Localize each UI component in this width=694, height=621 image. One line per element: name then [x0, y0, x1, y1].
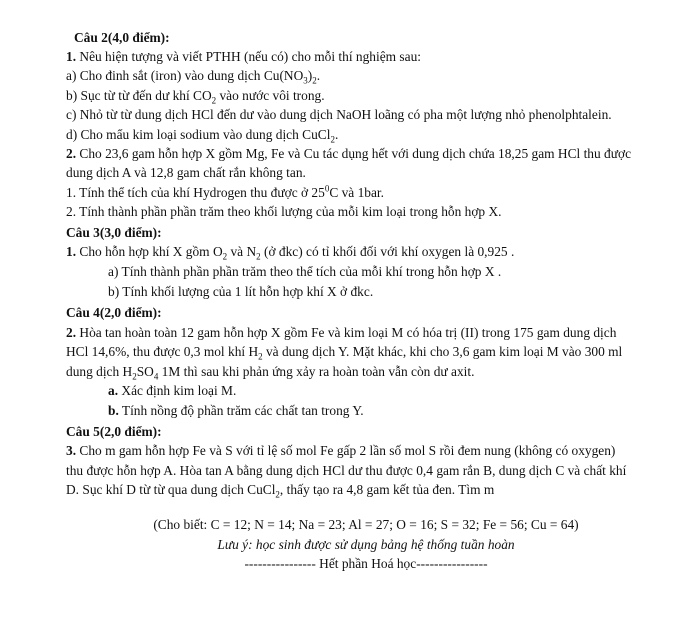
q2-part1-text: Nêu hiện tượng và viết PTHH (nếu có) cho mỗi thí nghiệm sau: [76, 49, 421, 64]
q4-line2-post: và dung dịch Y. Mặt khác, khi cho 3,6 gam kim loại M vào 300 ml [262, 344, 623, 359]
q3-item-b: b) Tính khối lượng của 1 lít hỗn hợp khí X ở đkc. [108, 284, 374, 299]
q2-b-post: vào nước vôi trong. [216, 88, 325, 103]
q2-part2-text: Cho 23,6 gam hỗn hợp X gồm Mg, Fe và Cu tác dụng hết với dung dịch chứa 18,25 gam HCl thu được [76, 146, 632, 161]
end-of-section: ---------------- Hết phần Hoá học---------------- [244, 556, 488, 571]
q3-post: (ở đkc) có tỉ khối đối với khí oxygen là 0,925 . [260, 244, 515, 259]
q3-part1-label: 1. [66, 244, 77, 259]
q2-part2-sub1-post: C và 1bar. [329, 185, 384, 200]
q2-part2-label: 2. [66, 146, 77, 161]
q4-line1 [66, 324, 616, 342]
q5-heading: Câu 5(2,0 điểm): [66, 424, 162, 439]
q5-line3-text: D. Sục khí D từ từ qua dung dịch CuCl [66, 482, 276, 497]
q4-item-a [108, 382, 236, 400]
q4-line3-mid: SO [136, 364, 154, 379]
q2-part2-sup: 0 [324, 183, 330, 194]
q4-a-text: Xác định kim loại M. [118, 383, 237, 398]
q2-d-post: . [334, 127, 339, 142]
q2-item-c: c) Nhỏ từ từ dung dịch HCl đến dư vào dung dịch NaOH loãng có pha một lượng nhỏ phenolphtalein. [66, 107, 612, 122]
q4-line2-sub: 2 [258, 351, 263, 362]
q2-a-end: . [316, 68, 321, 83]
q5-line1 [66, 442, 615, 460]
q2-part2-line2: dung dịch A và 12,8 gam chất rắn không tan. [66, 165, 306, 180]
q4-line3-sub2: 4 [153, 371, 159, 382]
q2-heading: Câu 2(4,0 điểm): [74, 30, 170, 45]
q2-a-post: ) [307, 68, 313, 83]
q2-d-sub: 2 [330, 134, 335, 145]
q3-sub1: 2 [222, 251, 228, 262]
q5-line2: thu được hỗn hợp A. Hòa tan A bằng dung dịch HCl dư thu được 0,4 gam rắn B, dung dịch C và chất khí [66, 463, 627, 478]
q2-b-text: b) Sục từ từ đến dư khí CO [66, 88, 212, 103]
q2-item-d [66, 126, 338, 144]
q2-part1-label: 1. [66, 49, 77, 64]
q4-line2 [66, 343, 622, 361]
q4-a-label: a. [108, 383, 119, 398]
q3-part1-text: Cho hỗn hợp khí X gồm O [76, 244, 223, 259]
q2-item-b [66, 87, 325, 105]
q2-part2-sub2: 2. Tính thành phần phần trăm theo khối lượng của mỗi kim loại trong hỗn hợp X. [66, 204, 502, 219]
q5-label: 3. [66, 443, 77, 458]
periodic-table-note: Lưu ý: học sinh được sử dụng bảng hệ thống tuần hoàn [217, 537, 515, 552]
q3-item-a: a) Tính thành phần phần trăm theo thể tích của mỗi khí trong hỗn hợp X . [108, 264, 502, 279]
q5-line1-text: Cho m gam hỗn hợp Fe và S với tỉ lệ số mol Fe gấp 2 lần số mol S rồi đem nung (không có oxygen) [76, 443, 616, 458]
q2-d-text: d) Cho mẩu kim loại sodium vào dung dịch CuCl [66, 127, 331, 142]
q4-line3-sub1: 2 [132, 371, 137, 382]
q2-a-sub: 3 [303, 75, 308, 86]
q5-line3-sub: 2 [275, 489, 280, 500]
q3-mid: và N [227, 244, 257, 259]
q4-label: 2. [66, 325, 77, 340]
q3-heading: Câu 3(3,0 điểm): [66, 225, 162, 240]
q2-part2-sub1 [66, 184, 384, 202]
q4-b-text: Tính nồng độ phần trăm các chất tan trong Y. [118, 403, 364, 418]
q4-line1-text: Hòa tan hoàn toàn 12 gam hỗn hợp X gồm Fe và kim loại M có hóa trị (II) trong 175 gam dung dịch [76, 325, 617, 340]
q4-heading: Câu 4(2,0 điểm): [66, 305, 162, 320]
q4-line3-text: dung dịch H [66, 364, 133, 379]
q3-sub2: 2 [256, 251, 261, 262]
atomic-masses: (Cho biết: C = 12; N = 14; Na = 23; Al = 27; O = 16; S = 32; Fe = 56; Cu = 64) [153, 517, 579, 532]
q4-item-b [108, 402, 364, 420]
q2-item-a [66, 67, 320, 85]
q5-line3 [66, 481, 494, 499]
q4-b-label: b. [108, 403, 119, 418]
q2-part2-sub1-text: 1. Tính thể tích của khí Hydrogen thu được ở 25 [66, 185, 325, 200]
q2-part1 [66, 48, 421, 66]
q2-part2-line1 [66, 145, 631, 163]
q2-a-text: a) Cho đinh sắt (iron) vào dung dịch Cu(NO [66, 68, 304, 83]
q4-line2-text: HCl 14,6%, thu được 0,3 mol khí H [66, 344, 259, 359]
q5-line3-post: , thấy tạo ra 4,8 gam kết tủa đen. Tìm m [279, 482, 495, 497]
q2-b-sub: 2 [211, 95, 217, 106]
q4-line3 [66, 363, 474, 381]
q2-a-sub2: 2 [312, 75, 317, 86]
q4-line3-post: 1M thì sau khi phản ứng xảy ra hoàn toàn vẫn còn dư axit. [158, 364, 475, 379]
q3-part1 [66, 243, 514, 261]
